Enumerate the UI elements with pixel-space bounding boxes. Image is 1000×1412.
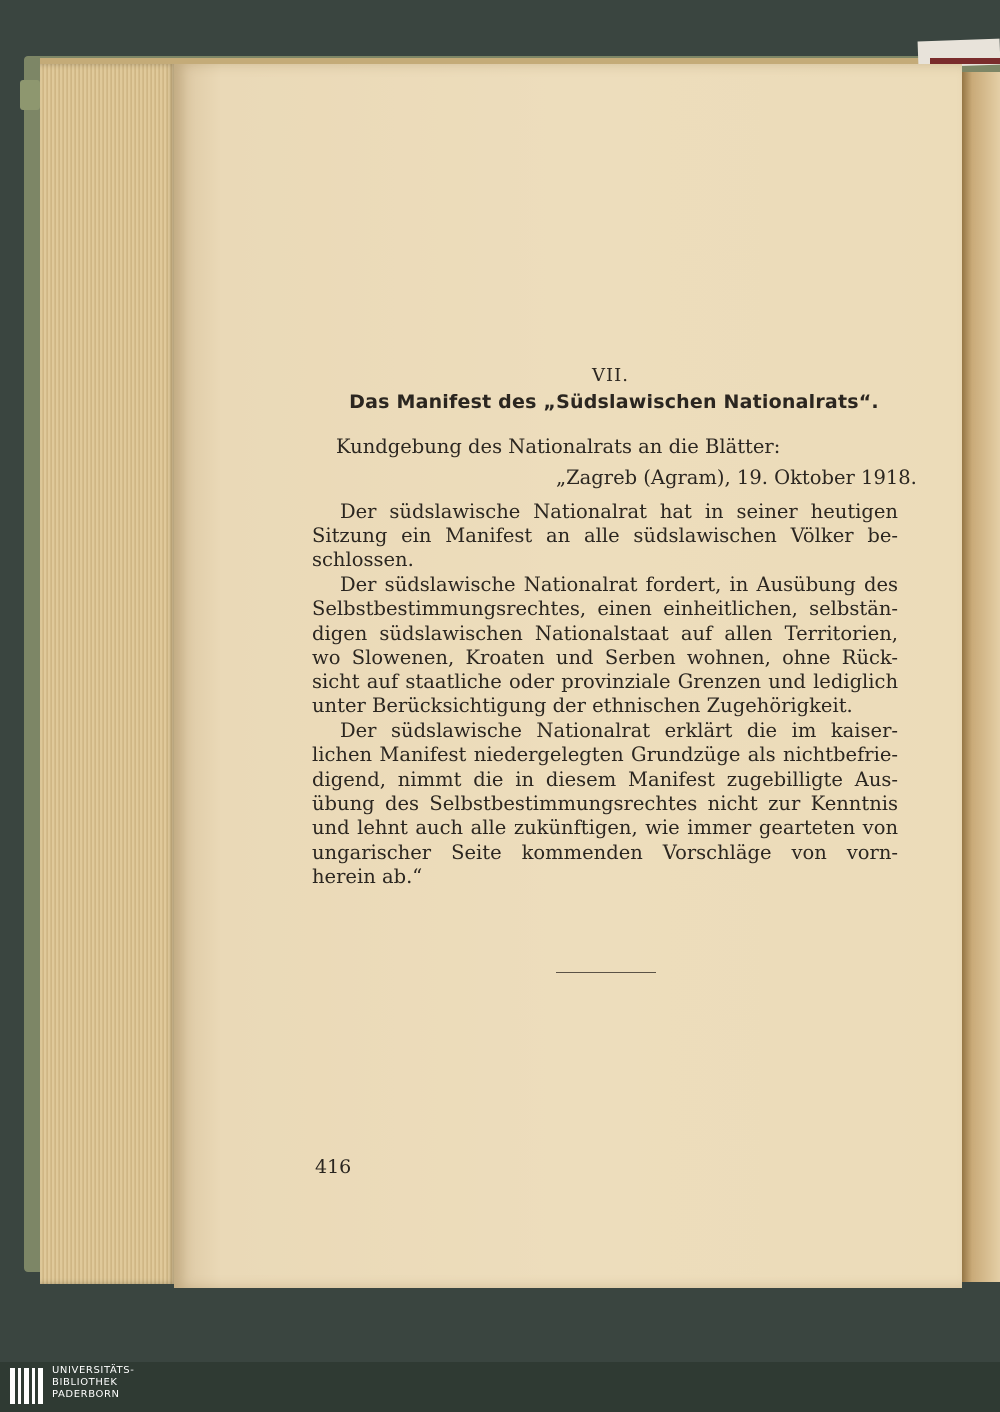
text-line: digen südslawischen Nationalstaat auf allen Territorien, <box>312 622 898 645</box>
cover-corner <box>20 80 40 110</box>
intro-line: Kundgebung des Nationalrats an die Blätter: <box>336 435 781 458</box>
text-line: ungarischer Seite kommenden Vorschläge von vorn- <box>312 841 898 864</box>
text-line: wo Slowenen, Kroaten und Serben wohnen, ohne Rück- <box>312 646 898 669</box>
chapter-heading: Das Manifest des „Südslawischen Nationalrats“. <box>349 391 879 413</box>
dateline: „Zagreb (Agram), 19. Oktober 1918. <box>556 466 917 489</box>
library-name-line: UNIVERSITÄTS- <box>52 1365 135 1376</box>
library-name-line: PADERBORN <box>52 1389 120 1400</box>
library-logo-icon <box>10 1368 44 1404</box>
text-line: herein ab.“ <box>312 865 423 888</box>
text-line: Der südslawische Nationalrat erklärt die im kaiser- <box>340 719 898 742</box>
text-line: übung des Selbstbestimmungsrechtes nicht zur Kenntnis <box>312 792 898 815</box>
facing-page-edge <box>960 72 1000 1282</box>
library-name-line: BIBLIOTHEK <box>52 1377 118 1388</box>
text-line: und lehnt auch alle zukünftigen, wie immer gearteten von <box>312 816 898 839</box>
section-rule <box>556 972 656 973</box>
chapter-number: VII. <box>592 365 629 386</box>
library-footer <box>0 1362 1000 1412</box>
text-line: Der südslawische Nationalrat hat in seiner heutigen <box>340 500 898 523</box>
text-line: digend, nimmt die in diesem Manifest zugebilligte Aus- <box>312 768 898 791</box>
text-line: schlossen. <box>312 548 414 571</box>
text-line: unter Berücksichtigung der ethnischen Zugehörigkeit. <box>312 694 853 717</box>
text-line: Der südslawische Nationalrat fordert, in Ausübung des <box>340 573 898 596</box>
page-edges <box>40 64 176 1284</box>
text-line: Selbstbestimmungsrechtes, einen einheitlichen, selbstän- <box>312 597 898 620</box>
text-line: sicht auf staatliche oder provinziale Grenzen und lediglich <box>312 670 898 693</box>
text-line: Sitzung ein Manifest an alle südslawischen Völker be- <box>312 524 898 547</box>
page-number: 416 <box>315 1156 352 1178</box>
text-line: lichen Manifest niedergelegten Grundzüge als nichtbefrie- <box>312 743 898 766</box>
